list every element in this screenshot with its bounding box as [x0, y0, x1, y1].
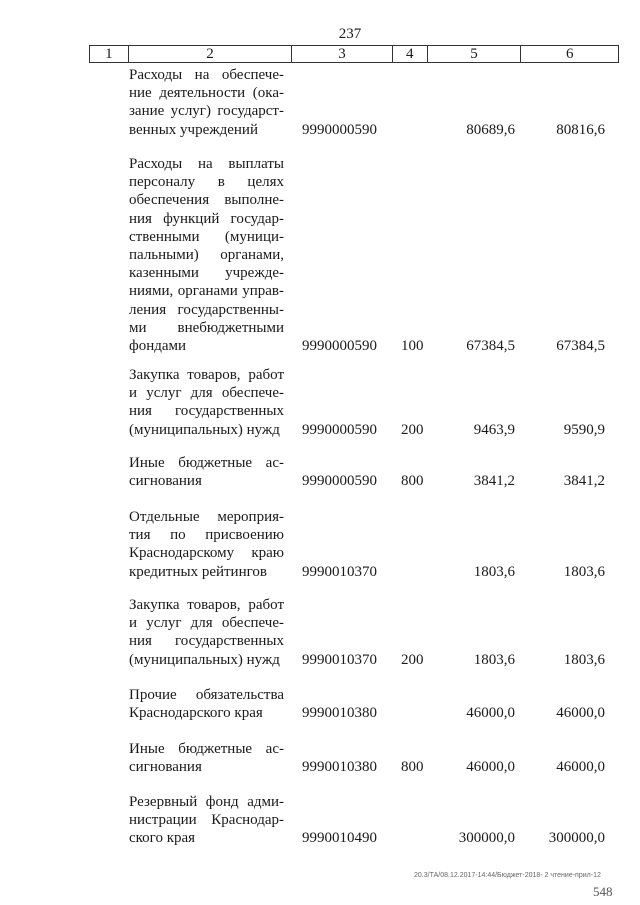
row-value-2019: 67384,5 — [556, 338, 605, 354]
description-line: венных учреждений — [129, 121, 258, 138]
description-line: Расходы на обеспече- — [129, 67, 284, 83]
row-description — [129, 686, 284, 722]
description-line: ние деятельности (ока- — [129, 85, 284, 102]
description-line: нистрации Краснодар- — [129, 812, 284, 829]
description-line: Закупка товаров, работ — [129, 597, 284, 613]
footer-stamp: 20.3/ТА/08.12.2017-14:44/Бюджет-2018- 2 чтение-прил-12 — [414, 872, 601, 879]
row-code: 9990010380 — [302, 705, 377, 722]
description-line: ниями, органами управ- — [129, 283, 284, 300]
description-line: (муниципальных) нужд — [129, 421, 280, 438]
header-col-6: 6 — [565, 45, 574, 62]
row-code: 9990010370 — [302, 651, 377, 668]
description-line: фондами — [129, 338, 187, 355]
row-code: 9990010370 — [302, 563, 377, 580]
row-code: 9990000590 — [302, 121, 377, 138]
row-value-2019: 1803,6 — [563, 563, 605, 580]
description-line: ления государственны- — [129, 301, 284, 318]
row-value-2019: 300000,0 — [548, 830, 605, 847]
row-code: 9990000590 — [302, 338, 377, 354]
row-description — [129, 366, 284, 439]
row-value-2018: 3841,2 — [473, 473, 515, 490]
header-col-1: 1 — [90, 46, 129, 62]
row-value-2019: 1803,6 — [563, 651, 605, 668]
row-expense-type: 800 — [401, 759, 424, 776]
row-value-2019: 9590,9 — [563, 421, 605, 438]
row-value-2018: 46000,0 — [466, 705, 515, 722]
row-value-2018: 1803,6 — [473, 563, 515, 580]
page-number: 237 — [338, 26, 362, 42]
description-line: пальными) органами, — [129, 247, 284, 264]
row-description — [129, 66, 284, 139]
description-line: зание услуг) государст- — [129, 103, 284, 120]
row-description — [129, 596, 284, 669]
description-line: обеспечения выполне- — [129, 192, 284, 209]
row-code: 9990000590 — [302, 421, 377, 438]
row-value-2018: 1803,6 — [473, 651, 515, 668]
description-line: Расходы на выплаты — [129, 156, 284, 172]
header-col-3: 3 — [292, 46, 393, 62]
description-line: и услуг для обеспече- — [129, 385, 284, 402]
description-line: Прочие обязательства — [129, 687, 284, 703]
row-description — [129, 508, 284, 581]
row-value-2018: 67384,5 — [466, 338, 515, 354]
description-line: сигнования — [129, 473, 202, 490]
corner-page-number: 548 — [593, 884, 613, 899]
description-line: Иные бюджетные ас- — [129, 455, 284, 471]
description-line: персоналу в целях — [129, 174, 284, 191]
description-line: ского края — [129, 830, 196, 847]
row-description — [129, 793, 284, 848]
row-value-2018: 9463,9 — [473, 421, 515, 438]
row-expense-type: 800 — [401, 473, 424, 490]
description-line: кредитных рейтингов — [129, 563, 267, 580]
description-line: сигнования — [129, 759, 202, 776]
row-value-2018: 300000,0 — [458, 830, 515, 847]
row-value-2019: 46000,0 — [556, 759, 605, 776]
description-line: Резервный фонд адми- — [129, 794, 284, 810]
row-value-2019: 80816,6 — [556, 121, 605, 138]
row-expense-type: 200 — [401, 651, 424, 668]
row-code: 9990010380 — [302, 759, 377, 776]
row-expense-type: 200 — [401, 421, 424, 438]
header-col-2: 2 — [129, 46, 292, 62]
row-value-2018: 80689,6 — [466, 121, 515, 138]
description-line: Отдельные мероприя- — [129, 509, 284, 525]
row-description — [129, 155, 284, 355]
row-code: 9990010490 — [302, 830, 377, 847]
description-line: (муниципальных) нужд — [129, 651, 280, 668]
row-description — [129, 740, 284, 776]
header-col-5: 5 — [428, 46, 522, 62]
description-line: ния государственных — [129, 633, 284, 650]
description-line: ми внебюджетными — [129, 319, 284, 336]
description-line: Закупка товаров, работ — [129, 367, 284, 383]
row-value-2019: 46000,0 — [556, 705, 605, 722]
description-line: и услуг для обеспече- — [129, 615, 284, 632]
row-value-2019: 3841,2 — [563, 473, 605, 490]
description-line: тия по присвоению — [129, 527, 284, 544]
row-code: 9990000590 — [302, 473, 377, 490]
description-line: ния функций государ- — [129, 210, 284, 227]
header-col-4: 4 — [393, 46, 428, 62]
row-description — [129, 454, 284, 490]
row-expense-type: 100 — [401, 338, 424, 354]
description-line: ственными (муници- — [129, 228, 284, 245]
description-line: ния государственных — [129, 403, 284, 420]
description-line: Краснодарскому краю — [129, 545, 284, 562]
table-header — [89, 45, 619, 63]
description-line: Краснодарского края — [129, 705, 263, 722]
description-line: казенными учрежде- — [129, 265, 284, 282]
description-line: Иные бюджетные ас- — [129, 741, 284, 757]
row-value-2018: 46000,0 — [466, 759, 515, 776]
